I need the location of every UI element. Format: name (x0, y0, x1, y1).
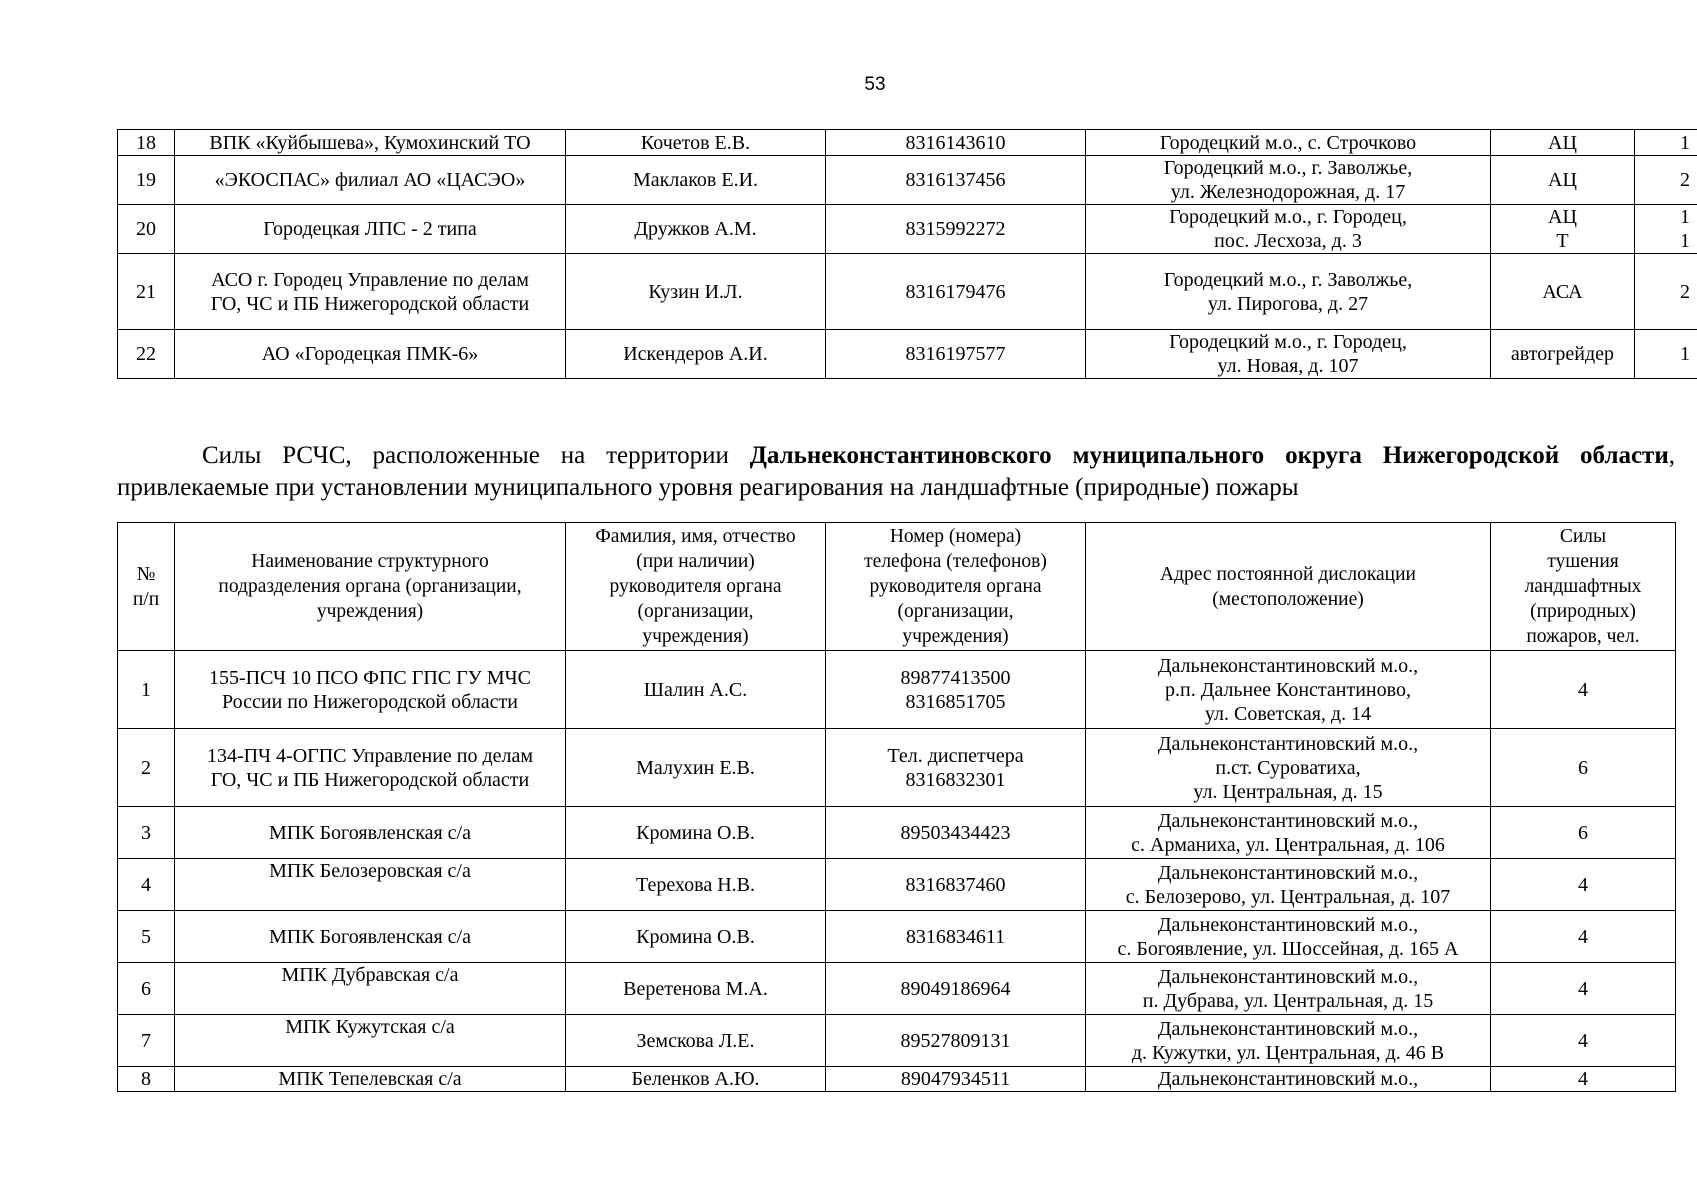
unit-name-line: России по Нижегородской области (221, 690, 518, 713)
header-row (118, 523, 1676, 651)
table-row (118, 330, 1697, 379)
equipment-count-line: 1 (1680, 343, 1690, 365)
address (1086, 254, 1491, 330)
equipment-count-line: 1 (1680, 131, 1690, 154)
address-line: Городецкий м.о., г. Заволжье, (1163, 157, 1413, 179)
section-heading (117, 440, 1675, 504)
head-name: Беленков А.Ю. (566, 1067, 826, 1092)
address-line: ул. Железнодорожная, д. 17 (1170, 181, 1406, 203)
address (1086, 330, 1491, 379)
unit-name-line: ГО, ЧС и ПБ Нижегородской области (210, 292, 530, 315)
equipment-line: АСА (1542, 280, 1583, 303)
table-row (118, 651, 1676, 729)
header-unit-name-line: подразделения органа (организации, (218, 576, 522, 597)
row-number: 6 (118, 963, 175, 1015)
row-number: 2 (118, 729, 175, 807)
address (1086, 807, 1491, 859)
header-address-line: Адрес постоянной дислокации (1160, 563, 1416, 585)
header-head-name-line: (организации, (637, 601, 754, 622)
row-number: 1 (118, 651, 175, 729)
table-row (118, 205, 1697, 254)
row-number: 4 (118, 859, 175, 911)
equipment-count-line: 1 (1680, 230, 1690, 252)
phone-line: 8316179476 (905, 280, 1006, 303)
address-line: Дальнеконстантиновский м.о., (1157, 732, 1419, 755)
phone (826, 205, 1086, 254)
forces-count: 4 (1491, 859, 1676, 911)
address-line: Дальнеконстантиновский м.о., (1157, 654, 1419, 677)
head-name: Маклаков Е.И. (566, 156, 826, 205)
unit-name (175, 330, 566, 379)
phone-line: 8316834611 (905, 925, 1006, 948)
equipment (1491, 130, 1635, 156)
header-forces-line: Силы (1559, 526, 1607, 547)
address-line: с. Богоявление, ул. Шоссейная, д. 165 А (1117, 937, 1459, 960)
address-line: Городецкий м.о., с. Строчково (1159, 131, 1417, 154)
row-number: 18 (118, 130, 175, 156)
unit-name (175, 1015, 566, 1067)
header-unit-name (175, 523, 566, 651)
head-name: Шалин А.С. (566, 651, 826, 729)
address-line: п. Дубрава, ул. Центральная, д. 15 (1142, 989, 1434, 1012)
unit-name-line: МПК Тепелевская с/а (278, 1068, 462, 1090)
main-table (117, 522, 1676, 1092)
address-line: Дальнеконстантиновский м.о., (1157, 861, 1419, 884)
address-line: ул. Новая, д. 107 (1217, 355, 1359, 377)
forces-count: 4 (1491, 1015, 1676, 1067)
table-row (118, 156, 1697, 205)
phone (826, 651, 1086, 729)
unit-name (175, 1067, 566, 1092)
phone-line: 8316832301 (905, 768, 1006, 791)
unit-name-line: МПК Дубравская с/а (281, 964, 459, 986)
header-forces (1491, 523, 1676, 651)
head-name: Кочетов Е.В. (566, 130, 826, 156)
phone-line: 89877413500 (900, 666, 1011, 689)
header-unit-name-line: учреждения) (316, 601, 424, 622)
address (1086, 130, 1491, 156)
header-address-line: (местоположение) (1212, 588, 1364, 610)
header-phone-line: учреждения) (902, 626, 1009, 647)
address (1086, 205, 1491, 254)
equipment (1491, 254, 1635, 330)
header-phone-line: (организации, (897, 601, 1014, 622)
header-number-line: п/п (132, 588, 160, 610)
address (1086, 911, 1491, 963)
heading-text-end: , привлекаемые при установлении муниципального уровня реагирования на ландшафтные (природные) пожары (117, 442, 1675, 501)
unit-name (175, 130, 566, 156)
forces-count: 4 (1491, 911, 1676, 963)
phone (826, 807, 1086, 859)
address-line: Дальнеконстантиновский м.о., (1157, 1068, 1419, 1090)
unit-name-line: МПК Богоявленская с/а (269, 925, 471, 948)
address (1086, 859, 1491, 911)
header-forces-line: пожаров, чел. (1526, 626, 1640, 647)
equipment-count (1635, 156, 1697, 205)
header-forces-line: (природных) (1530, 601, 1636, 622)
address-line: ул. Пирогова, д. 27 (1207, 292, 1369, 315)
equipment (1491, 156, 1635, 205)
table-row (118, 1067, 1676, 1092)
phone-line: 8316137456 (905, 169, 1006, 191)
address (1086, 729, 1491, 807)
unit-name (175, 651, 566, 729)
header-forces-line: ландшафтных (1524, 576, 1642, 597)
phone-line: 8316837460 (905, 873, 1006, 896)
heading-bold-text: Дальнеконстантиновского муниципального округа Нижегородской области (749, 442, 1669, 469)
unit-name (175, 156, 566, 205)
header-phone-line: руководителя органа (869, 576, 1042, 597)
unit-name-line: «ЭКОСПАС» филиал АО «ЦАСЭО» (214, 169, 526, 191)
address-line: Городецкий м.о., г. Городец, (1169, 206, 1407, 228)
unit-name-line: МПК Богоявленская с/а (269, 821, 471, 844)
phone (826, 1067, 1086, 1092)
header-number-line: № (136, 563, 156, 585)
head-name: Веретенова М.А. (566, 963, 826, 1015)
address-line: д. Кужутки, ул. Центральная, д. 46 В (1131, 1041, 1445, 1064)
forces-count: 6 (1491, 729, 1676, 807)
unit-name (175, 205, 566, 254)
equipment-line: Т (1556, 230, 1569, 252)
table-row (118, 807, 1676, 859)
address (1086, 1067, 1491, 1092)
forces-count: 4 (1491, 963, 1676, 1015)
address-line: с. Белозерово, ул. Центральная, д. 107 (1125, 885, 1451, 908)
unit-name (175, 859, 566, 911)
unit-name-line: 155-ПСЧ 10 ПСО ФПС ГПС ГУ МЧС (209, 666, 531, 689)
address-line: ул. Советская, д. 14 (1204, 702, 1372, 725)
header-head-name-line: Фамилия, имя, отчество (595, 526, 796, 547)
address-line: ул. Центральная, д. 15 (1193, 780, 1383, 803)
head-name: Кузин И.Л. (566, 254, 826, 330)
row-number: 22 (118, 330, 175, 379)
equipment-line: АЦ (1548, 131, 1577, 154)
forces-count: 4 (1491, 1067, 1676, 1092)
page-number: 53 (864, 74, 886, 95)
address-line: Дальнеконстантиновский м.о., (1157, 965, 1419, 988)
header-address (1086, 523, 1491, 651)
equipment-count (1635, 205, 1697, 254)
heading-text: Силы РСЧС, расположенные на территории (202, 442, 750, 469)
table-row (118, 1015, 1676, 1067)
row-number: 7 (118, 1015, 175, 1067)
address-line: Дальнеконстантиновский м.о., (1157, 1017, 1419, 1040)
equipment-count-line: 2 (1680, 280, 1690, 303)
phone (826, 859, 1086, 911)
phone-line: Тел. диспетчера (887, 744, 1024, 767)
header-forces-line: тушения (1547, 551, 1619, 572)
table-row (118, 911, 1676, 963)
equipment-count-line: 2 (1680, 169, 1690, 191)
row-number: 3 (118, 807, 175, 859)
phone-line: 8316197577 (905, 343, 1006, 365)
table-row (118, 729, 1676, 807)
header-phone (826, 523, 1086, 651)
row-number: 8 (118, 1067, 175, 1092)
header-head-name-line: (при наличии) (636, 551, 755, 572)
header-head-name-line: учреждения) (642, 626, 749, 647)
header-phone-line: телефона (телефонов) (864, 551, 1047, 572)
head-name: Кромина О.В. (566, 807, 826, 859)
unit-name-line: ВПК «Куйбышева», Кумохинский ТО (209, 131, 531, 154)
equipment-line: АЦ (1548, 206, 1577, 228)
header-number (118, 523, 175, 651)
address-line: п.ст. Суроватиха, (1215, 756, 1361, 779)
unit-name (175, 807, 566, 859)
unit-name (175, 729, 566, 807)
phone-line: 89047934511 (900, 1068, 1011, 1090)
unit-name-line: ГО, ЧС и ПБ Нижегородской области (210, 768, 530, 791)
phone-line: 89503434423 (900, 821, 1011, 844)
equipment-count (1635, 130, 1697, 156)
phone (826, 1015, 1086, 1067)
equipment-count-line: 1 (1680, 206, 1690, 228)
address-line: пос. Лесхоза, д. 3 (1214, 230, 1362, 252)
phone-line: 89049186964 (900, 977, 1011, 1000)
phone (826, 330, 1086, 379)
unit-name-line: Городецкая ЛПС - 2 типа (263, 218, 477, 240)
row-number: 19 (118, 156, 175, 205)
unit-name-line: МПК Белозеровская с/а (269, 860, 471, 882)
phone (826, 156, 1086, 205)
unit-name (175, 254, 566, 330)
unit-name-line: АО «Городецкая ПМК-6» (261, 343, 479, 365)
unit-name-line: МПК Кужутская с/а (285, 1016, 455, 1038)
unit-name-line: АСО г. Городец Управление по делам (211, 268, 529, 291)
address-line: Дальнеконстантиновский м.о., (1157, 913, 1419, 936)
phone-line: 8316143610 (905, 131, 1006, 154)
table-row (118, 130, 1697, 156)
phone-line: 8315992272 (905, 218, 1006, 240)
equipment-count (1635, 254, 1697, 330)
head-name: Кромина О.В. (566, 911, 826, 963)
row-number: 5 (118, 911, 175, 963)
row-number: 21 (118, 254, 175, 330)
head-name: Земскова Л.Е. (566, 1015, 826, 1067)
address-line: с. Арманиха, ул. Центральная, д. 106 (1131, 833, 1445, 856)
equipment (1491, 330, 1635, 379)
address (1086, 156, 1491, 205)
forces-count: 6 (1491, 807, 1676, 859)
phone (826, 254, 1086, 330)
address (1086, 963, 1491, 1015)
header-unit-name-line: Наименование структурного (251, 551, 489, 572)
unit-name (175, 963, 566, 1015)
table-row (118, 859, 1676, 911)
address-line: р.п. Дальнее Константиново, (1165, 678, 1411, 701)
address-line: Городецкий м.о., г. Заволжье, (1163, 268, 1413, 291)
phone (826, 963, 1086, 1015)
address (1086, 651, 1491, 729)
equipment-line: автогрейдер (1510, 343, 1615, 365)
unit-name (175, 911, 566, 963)
header-phone-line: Номер (номера) (889, 526, 1022, 547)
equipment-count (1635, 330, 1697, 379)
head-name: Терехова Н.В. (566, 859, 826, 911)
table-row (118, 963, 1676, 1015)
phone-line: 8316851705 (905, 690, 1006, 713)
head-name: Малухин Е.В. (566, 729, 826, 807)
address-line: Дальнеконстантиновский м.о., (1157, 809, 1419, 832)
phone (826, 130, 1086, 156)
unit-name-line: 134-ПЧ 4-ОГПС Управление по делам (206, 744, 534, 767)
head-name: Дружков А.М. (566, 205, 826, 254)
row-number: 20 (118, 205, 175, 254)
top-table (117, 129, 1697, 379)
header-head-name-line: руководителя органа (609, 576, 782, 597)
head-name: Искендеров А.И. (566, 330, 826, 379)
equipment (1491, 205, 1635, 254)
phone-line: 89527809131 (900, 1029, 1011, 1052)
table-row (118, 254, 1697, 330)
address-line: Городецкий м.о., г. Городец, (1169, 331, 1407, 353)
forces-count: 4 (1491, 651, 1676, 729)
header-head-name (566, 523, 826, 651)
phone (826, 911, 1086, 963)
phone (826, 729, 1086, 807)
address (1086, 1015, 1491, 1067)
equipment-line: АЦ (1548, 169, 1577, 191)
